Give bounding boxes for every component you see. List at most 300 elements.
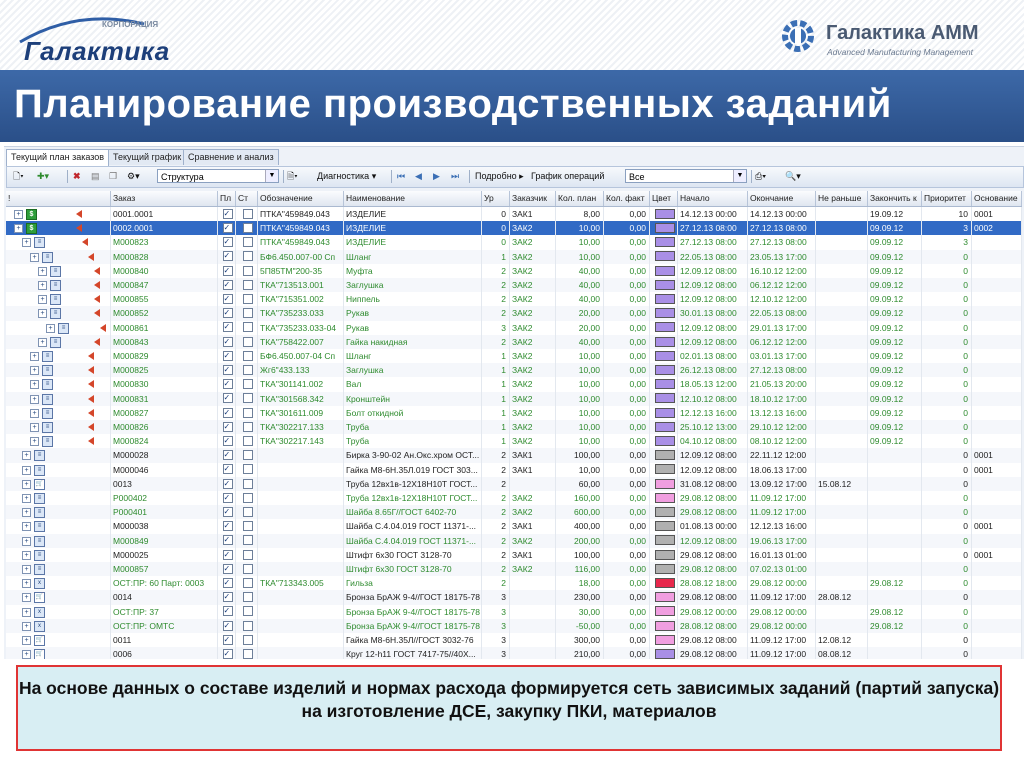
prev-page-icon[interactable]: ◀ <box>415 171 422 181</box>
code-cell: ТКА"735233.033 <box>258 306 344 320</box>
table-row[interactable] <box>6 548 1022 562</box>
last-icon[interactable]: ⏭ <box>451 171 460 181</box>
spreadsheet-icon: x <box>34 578 45 589</box>
end-cell: 11.09.12 17:00 <box>748 633 816 647</box>
color-cell <box>650 605 678 619</box>
expand-icon[interactable]: + <box>30 352 39 361</box>
column-header[interactable]: Кол. факт <box>604 191 650 206</box>
status-checkbox[interactable] <box>243 280 253 290</box>
color-swatch <box>655 351 675 361</box>
table-row[interactable] <box>6 463 1022 477</box>
table-row[interactable] <box>6 633 1022 647</box>
expand-icon[interactable]: + <box>38 295 47 304</box>
status-checkbox[interactable] <box>243 535 253 545</box>
column-header[interactable]: Окончание <box>748 191 816 206</box>
planned-checkbox[interactable] <box>223 408 233 418</box>
fact-cell: 0,00 <box>604 463 650 477</box>
table-row[interactable] <box>6 321 1022 335</box>
planned-checkbox[interactable] <box>223 649 233 659</box>
table-row[interactable] <box>6 491 1022 505</box>
flag-icon <box>88 395 94 403</box>
table-row[interactable] <box>6 477 1022 491</box>
start-cell: 22.05.13 08:00 <box>678 250 748 264</box>
table-row[interactable] <box>6 349 1022 363</box>
planned-checkbox[interactable] <box>223 379 233 389</box>
order-cell: 0013 <box>111 477 218 491</box>
plan-cell: 10,00 <box>556 463 604 477</box>
start-cell: 29.08.12 08:00 <box>678 491 748 505</box>
lvl-cell: 1 <box>482 392 510 406</box>
flag-icon <box>76 224 82 232</box>
st-cell <box>236 434 258 448</box>
status-checkbox[interactable] <box>243 379 253 389</box>
status-checkbox[interactable] <box>243 365 253 375</box>
color-cell <box>650 477 678 491</box>
planned-checkbox[interactable] <box>223 251 233 261</box>
color-swatch <box>655 408 675 418</box>
cust-cell: ЗАК2 <box>510 321 556 335</box>
name-cell: Рукав <box>344 306 482 320</box>
status-checkbox[interactable] <box>243 550 253 560</box>
basis-cell <box>972 619 1022 633</box>
filter-select-value: Все <box>629 172 645 182</box>
status-checkbox[interactable] <box>243 408 253 418</box>
start-cell: 14.12.13 00:00 <box>678 207 748 221</box>
finishby-cell: 09.09.12 <box>868 420 922 434</box>
code-cell <box>258 647 344 659</box>
table-row[interactable] <box>6 647 1022 659</box>
planned-checkbox[interactable] <box>223 308 233 318</box>
order-cell: M000849 <box>111 534 218 548</box>
table-row[interactable] <box>6 235 1022 249</box>
delete-icon[interactable]: ✖ <box>73 171 81 181</box>
status-checkbox[interactable] <box>243 436 253 446</box>
plan-cell: -50,00 <box>556 619 604 633</box>
pl-cell <box>218 420 236 434</box>
status-checkbox[interactable] <box>243 223 253 233</box>
status-checkbox[interactable] <box>243 507 253 517</box>
prio-cell: 0 <box>922 292 972 306</box>
code-cell: ТКА"301141.002 <box>258 377 344 391</box>
expand-icon[interactable]: + <box>22 579 31 588</box>
fact-cell: 0,00 <box>604 605 650 619</box>
plan-cell: 40,00 <box>556 335 604 349</box>
expand-icon[interactable]: + <box>30 366 39 375</box>
pl-cell <box>218 406 236 420</box>
planned-checkbox[interactable] <box>223 209 233 219</box>
code-cell <box>258 505 344 519</box>
table-row[interactable] <box>6 562 1022 576</box>
order-cell: M000823 <box>111 235 218 249</box>
expand-icon[interactable]: + <box>22 551 31 560</box>
expand-icon[interactable]: + <box>22 537 31 546</box>
color-cell <box>650 250 678 264</box>
lvl-cell: 1 <box>482 420 510 434</box>
planned-checkbox[interactable] <box>223 436 233 446</box>
planned-checkbox[interactable] <box>223 550 233 560</box>
column-header[interactable]: Обозначение <box>258 191 344 206</box>
basis-cell <box>972 605 1022 619</box>
expand-icon[interactable]: + <box>22 466 31 475</box>
status-checkbox[interactable] <box>243 237 253 247</box>
print-icon[interactable]: ⎙▾ <box>755 171 766 181</box>
ops-chart-button[interactable] <box>531 169 604 184</box>
end-cell: 13.09.12 17:00 <box>748 477 816 491</box>
expand-icon[interactable]: + <box>22 522 31 531</box>
start-cell: 31.08.12 08:00 <box>678 477 748 491</box>
plan-cell: 20,00 <box>556 306 604 320</box>
status-checkbox[interactable] <box>243 606 253 616</box>
basis-cell <box>972 477 1022 491</box>
table-row[interactable] <box>6 448 1022 462</box>
fact-cell: 0,00 <box>604 619 650 633</box>
table-row[interactable] <box>6 264 1022 278</box>
table-row[interactable] <box>6 519 1022 533</box>
flag-icon <box>88 253 94 261</box>
color-swatch <box>655 493 675 503</box>
planned-checkbox[interactable] <box>223 422 233 432</box>
pl-cell <box>218 306 236 320</box>
table-row[interactable] <box>6 207 1022 221</box>
expand-icon[interactable]: + <box>30 423 39 432</box>
order-cell: M000861 <box>111 321 218 335</box>
cust-cell <box>510 633 556 647</box>
planned-checkbox[interactable] <box>223 223 233 233</box>
expand-icon[interactable]: + <box>30 253 39 262</box>
next-page-icon[interactable]: ▶ <box>433 171 440 181</box>
table-row[interactable] <box>6 420 1022 434</box>
cust-cell: ЗАК2 <box>510 221 556 235</box>
planned-checkbox[interactable] <box>223 606 233 616</box>
expand-icon[interactable]: + <box>22 238 31 247</box>
planned-checkbox[interactable] <box>223 578 233 588</box>
end-cell: 29.08.12 00:00 <box>748 605 816 619</box>
planned-checkbox[interactable] <box>223 507 233 517</box>
table-row[interactable] <box>6 605 1022 619</box>
color-swatch <box>655 450 675 460</box>
cust-cell: ЗАК2 <box>510 392 556 406</box>
code-cell: 5П85ТМ"200-35 <box>258 264 344 278</box>
tree-cell <box>6 562 111 576</box>
status-checkbox[interactable] <box>243 592 253 602</box>
expand-icon[interactable]: + <box>22 451 31 460</box>
column-header[interactable]: Начало <box>678 191 748 206</box>
end-cell: 13.12.13 16:00 <box>748 406 816 420</box>
status-checkbox[interactable] <box>243 351 253 361</box>
notbefore-cell <box>816 292 868 306</box>
pl-cell <box>218 491 236 505</box>
table-row[interactable] <box>6 590 1022 604</box>
expand-icon[interactable]: + <box>22 593 31 602</box>
column-header[interactable]: Приоритет <box>922 191 972 206</box>
notbefore-cell <box>816 392 868 406</box>
planned-checkbox[interactable] <box>223 521 233 531</box>
column-header[interactable]: Закончить к <box>868 191 922 206</box>
st-cell <box>236 519 258 533</box>
basis-cell <box>972 434 1022 448</box>
status-checkbox[interactable] <box>243 621 253 631</box>
document-icon: ≡ <box>58 323 69 334</box>
pl-cell <box>218 335 236 349</box>
document-icon: ≡ <box>42 351 53 362</box>
table-row[interactable] <box>6 306 1022 320</box>
expand-icon[interactable]: + <box>22 508 31 517</box>
table-row[interactable] <box>6 250 1022 264</box>
expand-icon[interactable]: + <box>22 636 31 645</box>
fact-cell: 0,00 <box>604 335 650 349</box>
copy-icon[interactable]: ❐ <box>109 171 118 181</box>
add-icon[interactable]: ✚▾ <box>37 171 50 181</box>
expand-icon[interactable]: + <box>14 210 23 219</box>
name-cell: Труба <box>344 434 482 448</box>
toolbar-separator <box>67 170 68 183</box>
ops-chart-label: График операций <box>531 171 605 181</box>
status-checkbox[interactable] <box>243 294 253 304</box>
toolbar-separator <box>469 170 470 183</box>
expand-icon[interactable]: + <box>30 395 39 404</box>
column-header[interactable]: Заказ <box>111 191 218 206</box>
color-swatch <box>655 280 675 290</box>
planned-checkbox[interactable] <box>223 266 233 276</box>
planned-checkbox[interactable] <box>223 237 233 247</box>
status-checkbox[interactable] <box>243 564 253 574</box>
table-row[interactable] <box>6 221 1022 235</box>
start-cell: 12.09.12 08:00 <box>678 321 748 335</box>
fact-cell: 0,00 <box>604 548 650 562</box>
search-icon[interactable]: 🔍▾ <box>785 171 801 181</box>
planned-checkbox[interactable] <box>223 535 233 545</box>
status-checkbox[interactable] <box>243 464 253 474</box>
filter-select[interactable] <box>625 169 747 183</box>
column-header[interactable]: ! <box>6 191 111 206</box>
name-cell: Гильза <box>344 576 482 590</box>
fact-cell: 0,00 <box>604 221 650 235</box>
export-icon[interactable]: 🗎▾ <box>287 171 298 181</box>
planned-checkbox[interactable] <box>223 635 233 645</box>
code-cell: ТКА"301568.342 <box>258 392 344 406</box>
first-icon[interactable]: ⏮ <box>397 171 406 181</box>
color-cell <box>650 363 678 377</box>
planned-checkbox[interactable] <box>223 621 233 631</box>
expand-icon[interactable]: + <box>30 380 39 389</box>
column-header[interactable]: Ур <box>482 191 510 206</box>
status-checkbox[interactable] <box>243 393 253 403</box>
status-checkbox[interactable] <box>243 337 253 347</box>
planned-checkbox[interactable] <box>223 564 233 574</box>
pl-cell <box>218 576 236 590</box>
status-checkbox[interactable] <box>243 578 253 588</box>
logo-name-text: Галактика <box>24 36 170 66</box>
table-row[interactable] <box>6 619 1022 633</box>
lvl-cell: 3 <box>482 633 510 647</box>
document-icon: ≡ <box>50 294 61 305</box>
st-cell <box>236 590 258 604</box>
planned-checkbox[interactable] <box>223 479 233 489</box>
color-swatch <box>655 592 675 602</box>
expand-icon[interactable]: + <box>30 409 39 418</box>
color-swatch <box>655 308 675 318</box>
structure-select[interactable] <box>157 169 279 183</box>
fact-cell: 0,00 <box>604 491 650 505</box>
tab-current-schedule[interactable]: Текущий график <box>108 149 186 165</box>
table-row[interactable] <box>6 335 1022 349</box>
end-cell: 23.05.13 17:00 <box>748 250 816 264</box>
table-row[interactable] <box>6 278 1022 292</box>
order-cell: 0001.0001 <box>111 207 218 221</box>
status-checkbox[interactable] <box>243 521 253 531</box>
planned-checkbox[interactable] <box>223 450 233 460</box>
status-checkbox[interactable] <box>243 266 253 276</box>
document-icon: ≡ <box>50 266 61 277</box>
planned-checkbox[interactable] <box>223 351 233 361</box>
column-header[interactable]: Пл <box>218 191 236 206</box>
expand-icon[interactable]: + <box>30 437 39 446</box>
end-cell: 21.05.13 20:00 <box>748 377 816 391</box>
tab-comparison[interactable]: Сравнение и анализ <box>183 149 279 165</box>
planned-checkbox[interactable] <box>223 493 233 503</box>
gear-icon <box>778 16 818 56</box>
finishby-cell: 09.09.12 <box>868 335 922 349</box>
code-cell: ТКА"713513.001 <box>258 278 344 292</box>
notbefore-cell <box>816 235 868 249</box>
tree-cell <box>6 605 111 619</box>
expand-icon[interactable]: + <box>14 224 23 233</box>
expand-icon[interactable]: + <box>38 309 47 318</box>
tree-cell <box>6 377 111 391</box>
name-cell: Ниппель <box>344 292 482 306</box>
color-cell <box>650 278 678 292</box>
order-cell: M000852 <box>111 306 218 320</box>
table-row[interactable] <box>6 363 1022 377</box>
expand-icon[interactable]: + <box>46 324 55 333</box>
details-button[interactable]: Подробно ▸ <box>475 171 524 181</box>
code-cell <box>258 633 344 647</box>
plan-cell: 160,00 <box>556 491 604 505</box>
basis-cell <box>972 235 1022 249</box>
status-checkbox[interactable] <box>243 251 253 261</box>
table-row[interactable] <box>6 434 1022 448</box>
column-header[interactable]: Наименование <box>344 191 482 206</box>
plan-cell: 10,00 <box>556 250 604 264</box>
column-header[interactable]: Ст <box>236 191 258 206</box>
toolbar-separator <box>751 170 752 183</box>
planned-checkbox[interactable] <box>223 464 233 474</box>
settings-icon[interactable]: ⚙▾ <box>127 171 140 181</box>
prio-cell: 0 <box>922 619 972 633</box>
tree-cell <box>6 250 111 264</box>
basis-cell: 0001 <box>972 207 1022 221</box>
table-row[interactable] <box>6 505 1022 519</box>
column-header[interactable]: Кол. план <box>556 191 604 206</box>
cust-cell: ЗАК2 <box>510 349 556 363</box>
tab-current-plan[interactable]: Текущий план заказов <box>6 149 109 166</box>
status-checkbox[interactable] <box>243 635 253 645</box>
expand-icon[interactable]: + <box>38 338 47 347</box>
start-cell: 29.08.12 08:00 <box>678 633 748 647</box>
plan-cell: 100,00 <box>556 548 604 562</box>
grid-icon[interactable]: ▤ <box>91 171 100 181</box>
diagnostics-button[interactable]: Диагностика ▾ <box>317 171 377 181</box>
prio-cell: 0 <box>922 534 972 548</box>
prio-cell: 0 <box>922 463 972 477</box>
cart-icon: 🛒 <box>34 635 45 646</box>
tree-cell <box>6 647 111 659</box>
prio-cell: 0 <box>922 349 972 363</box>
expand-icon[interactable]: + <box>22 608 31 617</box>
color-swatch <box>655 521 675 531</box>
column-header[interactable]: Цвет <box>650 191 678 206</box>
column-header[interactable]: Не раньше <box>816 191 868 206</box>
document-icon: ≡ <box>34 521 45 532</box>
expand-icon[interactable]: + <box>38 267 47 276</box>
status-checkbox[interactable] <box>243 649 253 659</box>
finishby-cell: 09.09.12 <box>868 306 922 320</box>
order-cell: ОСТ:ПР: ОМТС <box>111 619 218 633</box>
column-header[interactable]: Основание <box>972 191 1022 206</box>
prio-cell: 0 <box>922 363 972 377</box>
pl-cell <box>218 463 236 477</box>
expand-icon[interactable]: + <box>22 650 31 659</box>
planned-checkbox[interactable] <box>223 322 233 332</box>
basis-cell <box>972 505 1022 519</box>
order-cell: M000826 <box>111 420 218 434</box>
status-checkbox[interactable] <box>243 493 253 503</box>
status-checkbox[interactable] <box>243 450 253 460</box>
st-cell <box>236 335 258 349</box>
planned-checkbox[interactable] <box>223 365 233 375</box>
table-row[interactable] <box>6 576 1022 590</box>
status-checkbox[interactable] <box>243 422 253 432</box>
order-cell: M000840 <box>111 264 218 278</box>
table-row[interactable] <box>6 377 1022 391</box>
table-row[interactable] <box>6 406 1022 420</box>
expand-icon[interactable]: + <box>22 480 31 489</box>
start-cell: 25.10.12 13:00 <box>678 420 748 434</box>
order-cell: P000401 <box>111 505 218 519</box>
expand-icon[interactable]: + <box>22 494 31 503</box>
planned-checkbox[interactable] <box>223 280 233 290</box>
status-checkbox[interactable] <box>243 479 253 489</box>
notbefore-cell <box>816 349 868 363</box>
st-cell <box>236 221 258 235</box>
planned-checkbox[interactable] <box>223 393 233 403</box>
new-doc-icon[interactable]: 🗋▾ <box>13 171 24 181</box>
column-header[interactable]: Заказчик <box>510 191 556 206</box>
expand-icon[interactable]: + <box>22 622 31 631</box>
order-cell: M000828 <box>111 250 218 264</box>
table-row[interactable] <box>6 392 1022 406</box>
tree-cell <box>6 278 111 292</box>
order-cell: M000038 <box>111 519 218 533</box>
status-checkbox[interactable] <box>243 209 253 219</box>
name-cell: Штифт 6х30 ГОСТ 3128-70 <box>344 562 482 576</box>
flag-icon <box>76 210 82 218</box>
status-checkbox[interactable] <box>243 308 253 318</box>
planned-checkbox[interactable] <box>223 337 233 347</box>
code-cell <box>258 491 344 505</box>
expand-icon[interactable]: + <box>22 565 31 574</box>
prio-cell: 0 <box>922 278 972 292</box>
table-row[interactable] <box>6 534 1022 548</box>
table-row[interactable] <box>6 292 1022 306</box>
flag-icon <box>88 380 94 388</box>
planned-checkbox[interactable] <box>223 294 233 304</box>
planned-checkbox[interactable] <box>223 592 233 602</box>
expand-icon[interactable]: + <box>38 281 47 290</box>
name-cell: Труба 12вх1в-12Х18Н10Т ГОСТ... <box>344 477 482 491</box>
status-checkbox[interactable] <box>243 322 253 332</box>
lvl-cell: 2 <box>482 477 510 491</box>
